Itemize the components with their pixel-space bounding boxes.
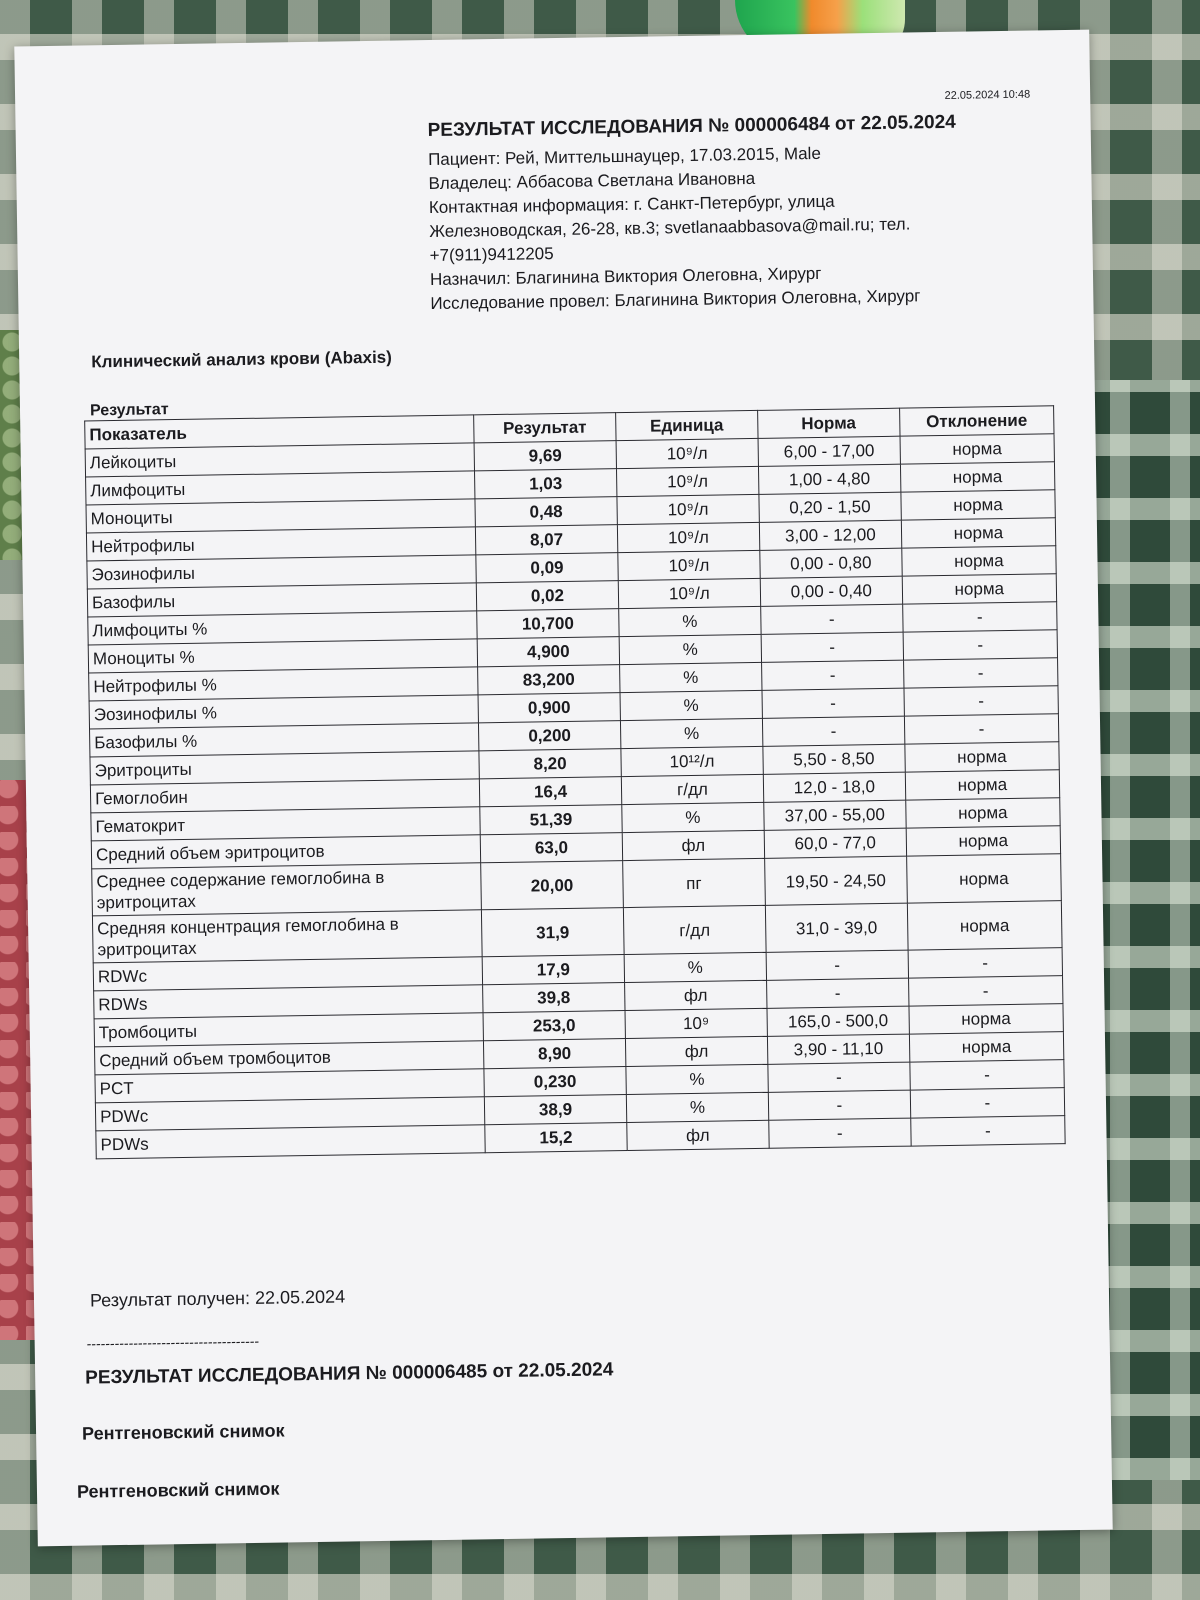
cell-unit: 10¹²/л [621, 746, 763, 776]
cell-parameter: RDWs [94, 985, 483, 1019]
cell-parameter: Средняя концентрация гемоглобина в эритроцитах [92, 910, 482, 963]
cell-unit: % [620, 718, 762, 748]
cell-norm: 1,00 - 4,80 [758, 464, 900, 494]
cell-unit: фл [627, 1120, 769, 1150]
separator-line: ------------------------------------- [86, 1332, 260, 1352]
cell-result: 38,9 [484, 1095, 626, 1125]
cell-result: 0,02 [476, 581, 618, 611]
cell-result: 0,900 [478, 693, 620, 723]
cell-result: 4,900 [477, 637, 619, 667]
cell-deviation: - [904, 686, 1059, 716]
conducted-by: Исследование провел: Благинина Виктория Олеговна, Хирург [430, 286, 921, 314]
cell-result: 8,20 [479, 749, 621, 779]
cell-result: 253,0 [483, 1011, 625, 1041]
cell-deviation: - [902, 602, 1057, 632]
cell-unit: 10⁹/л [618, 550, 760, 580]
cell-unit: % [619, 606, 761, 636]
cell-parameter: Лимфоциты % [88, 611, 477, 645]
cell-deviation: норма [907, 901, 1062, 950]
print-timestamp: 22.05.2024 10:48 [944, 88, 1031, 102]
cell-norm: - [768, 1062, 910, 1092]
cell-unit: % [626, 1064, 768, 1094]
cell-parameter: PDWs [96, 1125, 485, 1159]
cell-unit: г/дл [621, 774, 763, 804]
cell-result: 0,230 [484, 1067, 626, 1097]
cell-result: 51,39 [480, 805, 622, 835]
cell-unit: фл [625, 980, 767, 1010]
cell-deviation: - [911, 1116, 1066, 1146]
cell-result: 20,00 [481, 861, 624, 910]
contact-info: Контактная информация: г. Санкт-Петербург, улица [428, 191, 835, 218]
cell-deviation: норма [900, 462, 1055, 492]
cell-deviation: - [910, 1060, 1065, 1090]
cell-deviation: норма [901, 518, 1056, 548]
cell-norm: 31,0 - 39,0 [765, 903, 908, 952]
cell-result: 8,07 [475, 525, 617, 555]
cell-norm: 12,0 - 18,0 [763, 772, 905, 802]
cell-norm: 37,00 - 55,00 [764, 800, 906, 830]
cell-deviation: норма [905, 742, 1060, 772]
cell-norm: 6,00 - 17,00 [758, 436, 900, 466]
cell-unit: % [622, 802, 764, 832]
cell-deviation: - [904, 714, 1059, 744]
cell-parameter: Гематокрит [91, 807, 480, 841]
cell-norm: - [766, 950, 908, 980]
cell-norm: 3,90 - 11,10 [767, 1034, 909, 1064]
cell-result: 0,200 [478, 721, 620, 751]
cell-unit: % [620, 662, 762, 692]
patient-info: Пациент: Рей, Миттельшнауцер, 17.03.2015, Male [427, 143, 821, 170]
cell-unit: 10⁹/л [617, 522, 759, 552]
lab-report-sheet [14, 30, 1112, 1547]
results-table [84, 405, 1065, 1159]
cell-norm: - [761, 660, 903, 690]
cell-parameter: Нейтрофилы [86, 527, 475, 561]
column-header: Показатель [85, 415, 474, 449]
cell-parameter: Гемоглобин [90, 779, 479, 813]
cell-norm: 0,00 - 0,80 [760, 548, 902, 578]
cell-deviation: норма [900, 434, 1055, 464]
cell-norm: - [761, 632, 903, 662]
cell-parameter: PDWc [95, 1097, 484, 1131]
cell-parameter: Средний объем тромбоцитов [95, 1041, 484, 1075]
cell-norm: 19,50 - 24,50 [764, 856, 907, 905]
cell-deviation: норма [906, 798, 1061, 828]
prescribed-by: Назначил: Благинина Виктория Олеговна, Хирург [429, 263, 822, 290]
cell-result: 17,9 [482, 955, 624, 985]
cell-parameter: Базофилы [87, 583, 476, 617]
cell-result: 0,09 [476, 553, 618, 583]
cell-deviation: норма [906, 854, 1061, 903]
cell-deviation: норма [902, 546, 1057, 576]
cell-deviation: норма [901, 490, 1056, 520]
cell-unit: пг [623, 858, 766, 907]
cell-result: 16,4 [479, 777, 621, 807]
cell-norm: - [768, 1090, 910, 1120]
cell-parameter: Моноциты % [88, 639, 477, 673]
cell-result: 63,0 [480, 833, 622, 863]
cell-parameter: Лейкоциты [85, 443, 474, 477]
cell-result: 31,9 [481, 908, 624, 957]
column-header: Отклонение [899, 406, 1054, 436]
cell-norm: - [762, 688, 904, 718]
cell-norm: - [766, 978, 908, 1008]
results-table-body [85, 434, 1065, 1159]
cell-deviation: - [908, 976, 1063, 1006]
cell-unit: г/дл [623, 905, 766, 954]
cell-deviation: - [903, 658, 1058, 688]
cell-deviation: норма [909, 1004, 1064, 1034]
contact-info: Железноводская, 26-28, кв.3; svetlanaabbasova@mail.ru; тел. [429, 214, 911, 242]
cell-parameter: Эозинофилы [87, 555, 476, 589]
result-received-date: Результат получен: 22.05.2024 [89, 1286, 346, 1311]
cell-result: 0,48 [475, 497, 617, 527]
cell-parameter: Эозинофилы % [89, 695, 478, 729]
cell-unit: % [624, 952, 766, 982]
cell-parameter: Нейтрофилы % [89, 667, 478, 701]
cell-deviation: норма [909, 1032, 1064, 1062]
cell-deviation: - [910, 1088, 1065, 1118]
cell-result: 83,200 [478, 665, 620, 695]
cell-parameter: Базофилы % [90, 723, 479, 757]
cell-unit: % [626, 1092, 768, 1122]
cell-result: 8,90 [483, 1039, 625, 1069]
cell-norm: - [769, 1118, 911, 1148]
cell-unit: % [620, 690, 762, 720]
cell-result: 39,8 [483, 983, 625, 1013]
cell-parameter: Среднее содержание гемоглобина в эритроцитах [92, 863, 482, 916]
owner-info: Владелец: Аббасова Светлана Ивановна [428, 168, 756, 194]
cell-deviation: норма [905, 770, 1060, 800]
cell-parameter: PCT [95, 1069, 484, 1103]
contact-info: +7(911)9412205 [429, 244, 554, 266]
cell-norm: 0,00 - 0,40 [760, 576, 902, 606]
cell-norm: - [762, 716, 904, 746]
cell-unit: 10⁹/л [618, 578, 760, 608]
cell-result: 1,03 [475, 469, 617, 499]
cell-parameter: Лимфоциты [86, 471, 475, 505]
column-header: Единица [616, 410, 758, 440]
cell-result: 10,700 [477, 609, 619, 639]
xray-label: Рентгеновский снимок [81, 1420, 285, 1444]
cell-deviation: норма [902, 574, 1057, 604]
cell-deviation: - [903, 630, 1058, 660]
cell-unit: фл [625, 1036, 767, 1066]
cell-norm: 165,0 - 500,0 [767, 1006, 909, 1036]
analysis-title: Клинический анализ крови (Abaxis) [91, 347, 392, 372]
cell-unit: 10⁹/л [617, 494, 759, 524]
result-label: Результат [89, 401, 169, 420]
column-header: Норма [757, 408, 899, 438]
report-header [427, 110, 1070, 316]
cell-parameter: Моноциты [86, 499, 475, 533]
cell-unit: фл [622, 830, 764, 860]
cell-norm: 3,00 - 12,00 [759, 520, 901, 550]
xray-label: Рентгеновский снимок [76, 1478, 280, 1502]
cell-result: 15,2 [485, 1123, 627, 1153]
second-report-title: РЕЗУЛЬТАТ ИССЛЕДОВАНИЯ № 000006485 от 22.05.2024 [85, 1359, 614, 1389]
cell-norm: 5,50 - 8,50 [763, 744, 905, 774]
cell-unit: 10⁹/л [616, 466, 758, 496]
cell-unit: % [619, 634, 761, 664]
cell-parameter: Эритроциты [90, 751, 479, 785]
cell-unit: 10⁹/л [616, 438, 758, 468]
column-header: Результат [474, 413, 616, 443]
cell-parameter: Средний объем эритроцитов [91, 835, 480, 869]
cell-parameter: RDWc [93, 957, 482, 991]
cell-parameter: Тромбоциты [94, 1013, 483, 1047]
cell-norm: 0,20 - 1,50 [759, 492, 901, 522]
report-title: РЕЗУЛЬТАТ ИССЛЕДОВАНИЯ № 000006484 от 22.05.2024 [427, 111, 956, 142]
cell-deviation: норма [906, 826, 1061, 856]
cell-deviation: - [908, 948, 1063, 978]
cell-result: 9,69 [474, 441, 616, 471]
cell-norm: 60,0 - 77,0 [764, 828, 906, 858]
cell-norm: - [761, 604, 903, 634]
cell-unit: 10⁹ [625, 1008, 767, 1038]
